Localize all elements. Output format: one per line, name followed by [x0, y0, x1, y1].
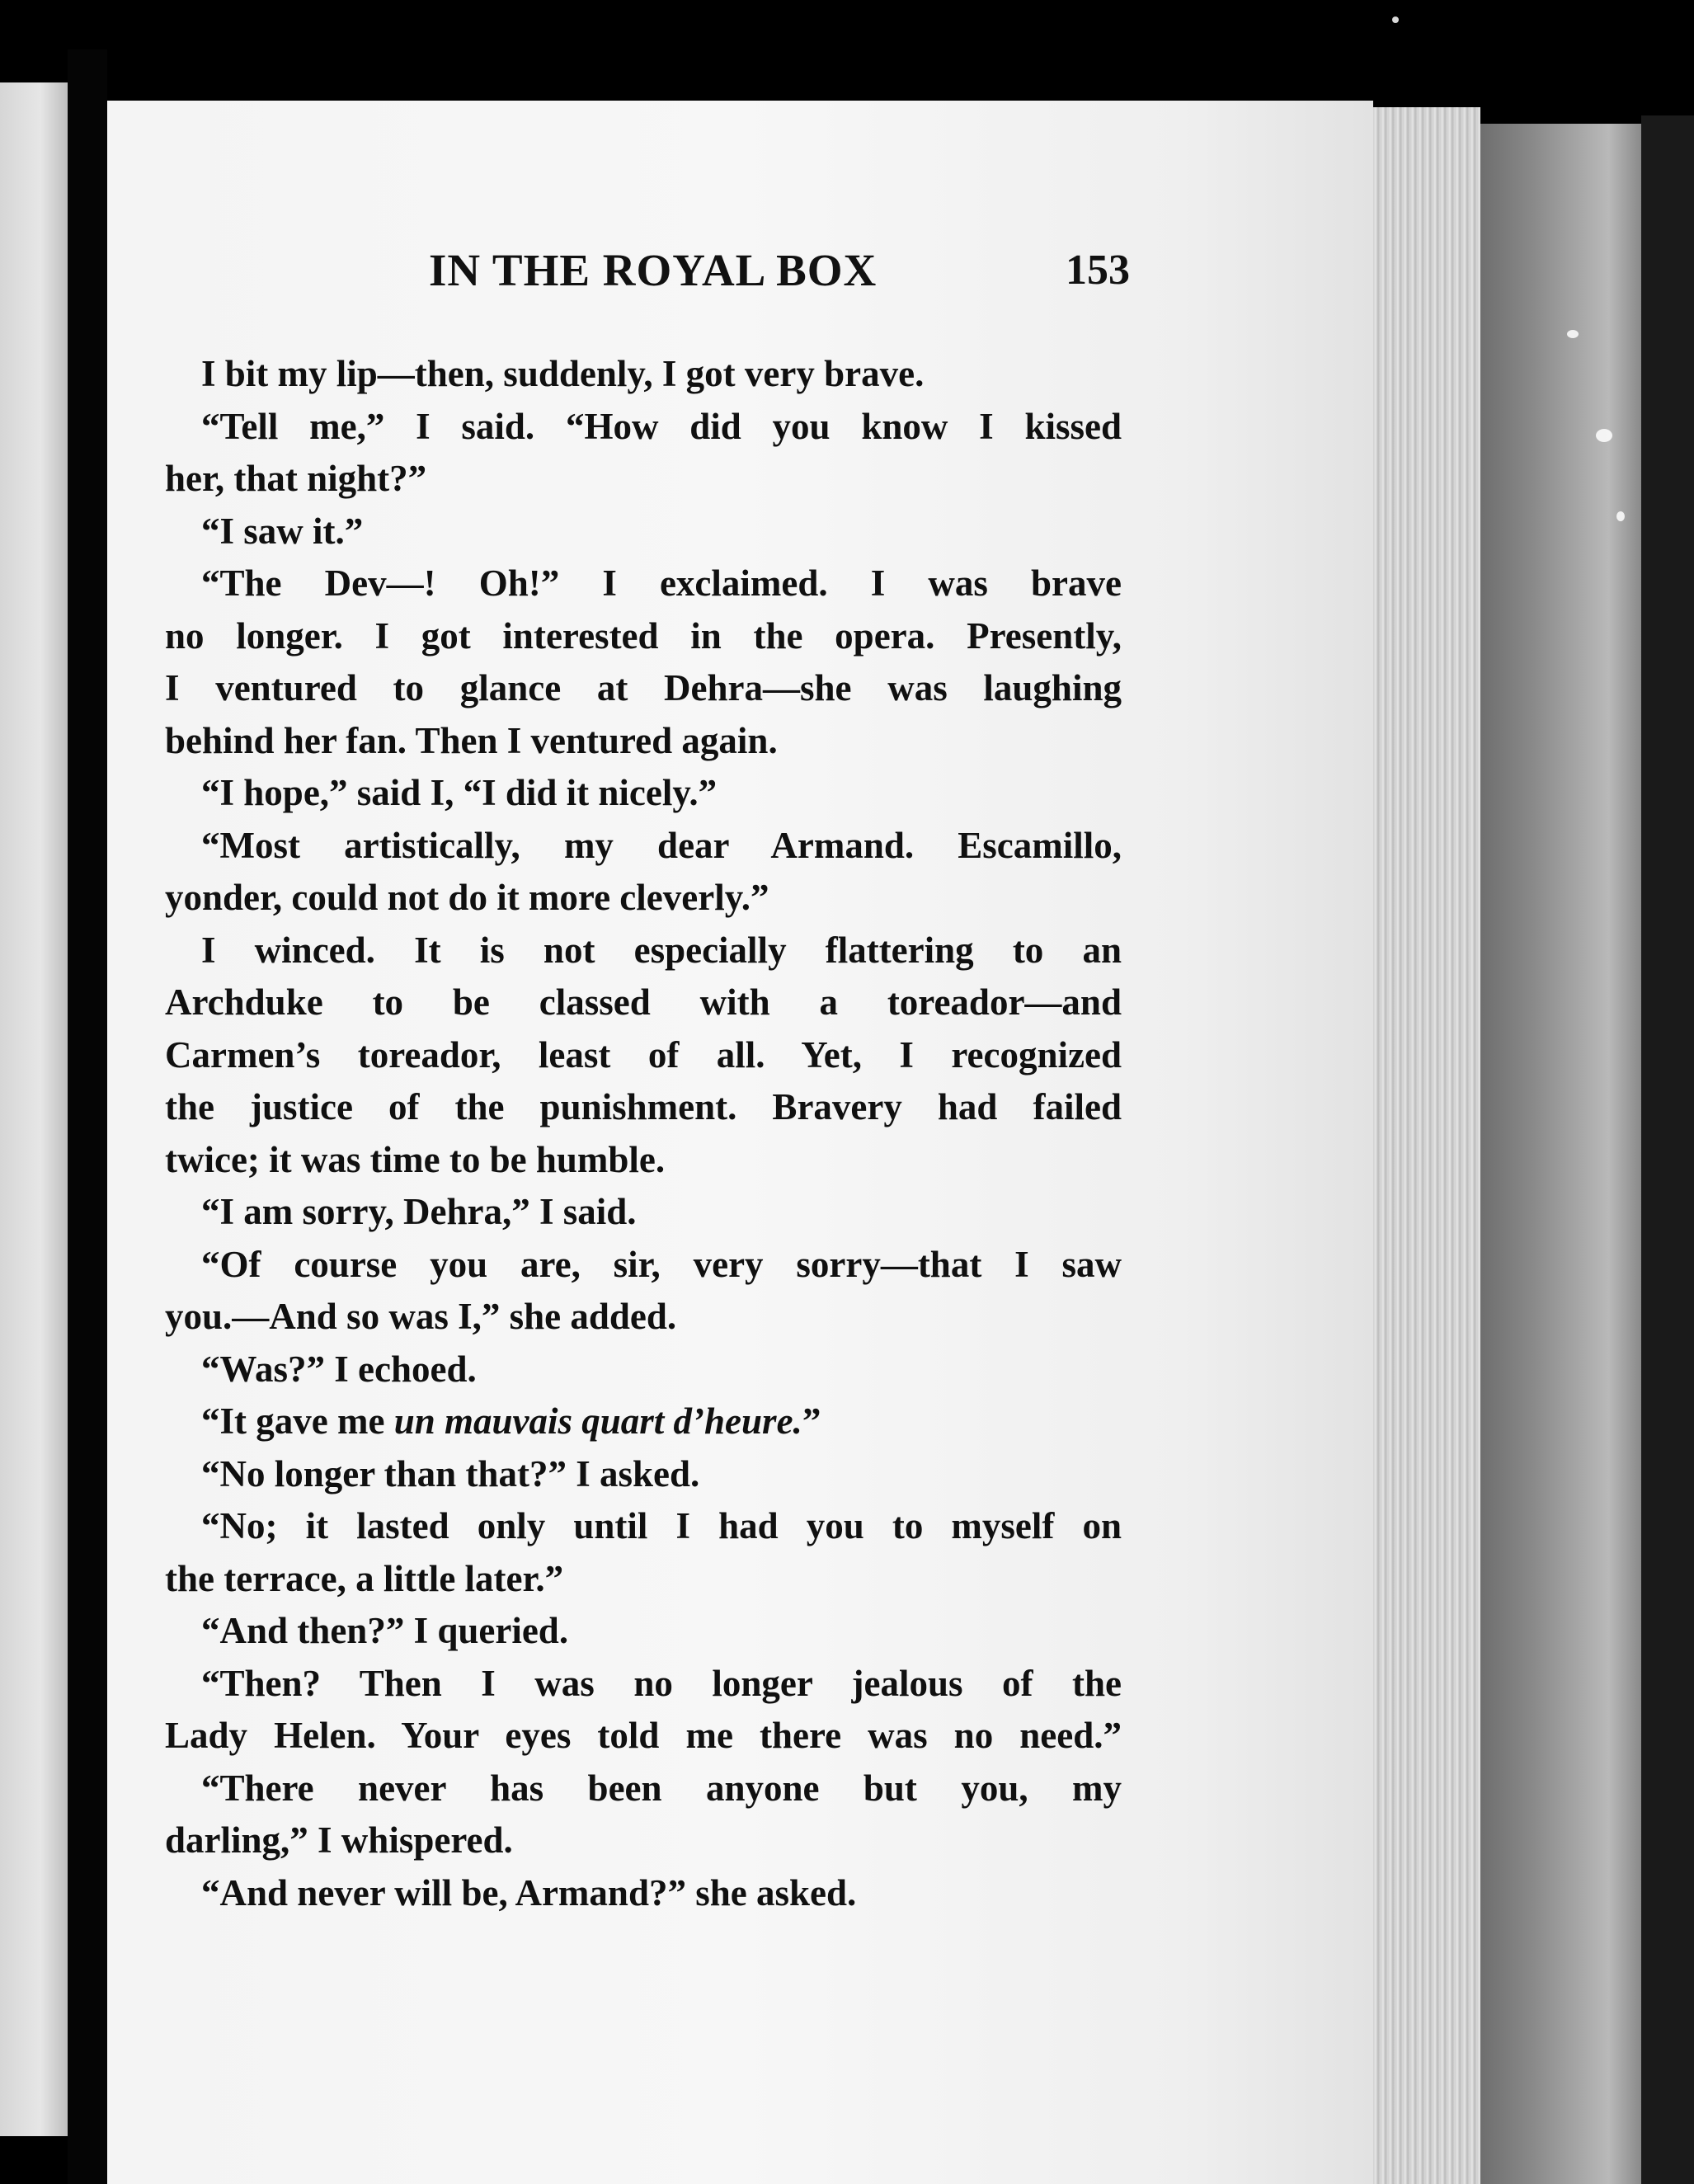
text-segment: “It gave me	[201, 1400, 394, 1442]
text-line: “Tell me,” I said. “How did you know I kissed	[201, 405, 1122, 447]
running-head: IN THE ROYAL BOX	[429, 245, 878, 295]
text-line: you.—And so was I,” she added.	[165, 1296, 677, 1337]
text-line: Carmen’s toreador, least of all. Yet, I recognized	[165, 1033, 1122, 1076]
text-line: “The Dev—! Oh!” I exclaimed. I was brave	[201, 562, 1122, 604]
text-line: “And never will be, Armand?” she asked.	[201, 1871, 857, 1913]
text-line: the terrace, a little later.”	[165, 1557, 564, 1599]
print-speck	[1392, 16, 1399, 23]
text-line: “No longer than that?” I asked.	[201, 1452, 700, 1494]
text-line: behind her fan. Then I ventured again.	[165, 719, 778, 761]
text-line: I ventured to glance at Dehra—she was laughing	[165, 667, 1122, 708]
body-text	[165, 348, 1122, 1919]
text-line: Lady Helen. Your eyes told me there was no need.”	[165, 1715, 1122, 1756]
text-line: “I saw it.”	[201, 510, 364, 552]
print-speck	[1567, 330, 1579, 338]
facing-page-edge	[0, 82, 68, 2136]
print-speck	[1596, 429, 1612, 442]
text-line: I winced. It is not especially flattering to an	[201, 929, 1122, 971]
text-line: “I hope,” said I, “I did it nicely.”	[201, 772, 718, 813]
text-line: I bit my lip—then, suddenly, I got very brave.	[201, 353, 925, 394]
text-line: “Most artistically, my dear Armand. Escamillo,	[201, 824, 1122, 866]
text-line: “Of course you are, sir, very sorry—that I saw	[201, 1243, 1122, 1285]
text-line: the justice of the punishment. Bravery had failed	[165, 1086, 1122, 1127]
text-line: her, that night?”	[165, 458, 427, 499]
text-line: “There never has been anyone but you, my	[201, 1767, 1122, 1809]
text-line: “Then? Then I was no longer jealous of the	[201, 1662, 1122, 1704]
text-line: yonder, could not do it more cleverly.”	[165, 877, 769, 918]
text-line: darling,” I whispered.	[165, 1819, 513, 1861]
text-line: twice; it was time to be humble.	[165, 1138, 666, 1180]
text-line	[165, 1396, 1122, 1448]
book-gutter	[68, 49, 107, 2184]
italic-phrase: un mauvais quart d’heure.	[393, 1400, 802, 1442]
page-header	[421, 244, 1138, 310]
text-line: “Was?” I echoed.	[201, 1348, 477, 1390]
text-line: Archduke to be classed with a toreador—and	[165, 981, 1122, 1023]
page-fore-edge	[1373, 107, 1480, 2184]
page-number: 153	[1066, 247, 1130, 294]
text-line: “And then?” I queried.	[201, 1610, 569, 1651]
scan-border	[1641, 115, 1694, 2184]
text-line: no longer. I got interested in the opera. Presently,	[165, 614, 1122, 657]
text-line: “No; it lasted only until I had you to myself on	[201, 1505, 1122, 1546]
print-speck	[1616, 511, 1625, 521]
text-line: “I am sorry, Dehra,” I said.	[201, 1191, 637, 1232]
text-segment: ”	[802, 1400, 821, 1442]
